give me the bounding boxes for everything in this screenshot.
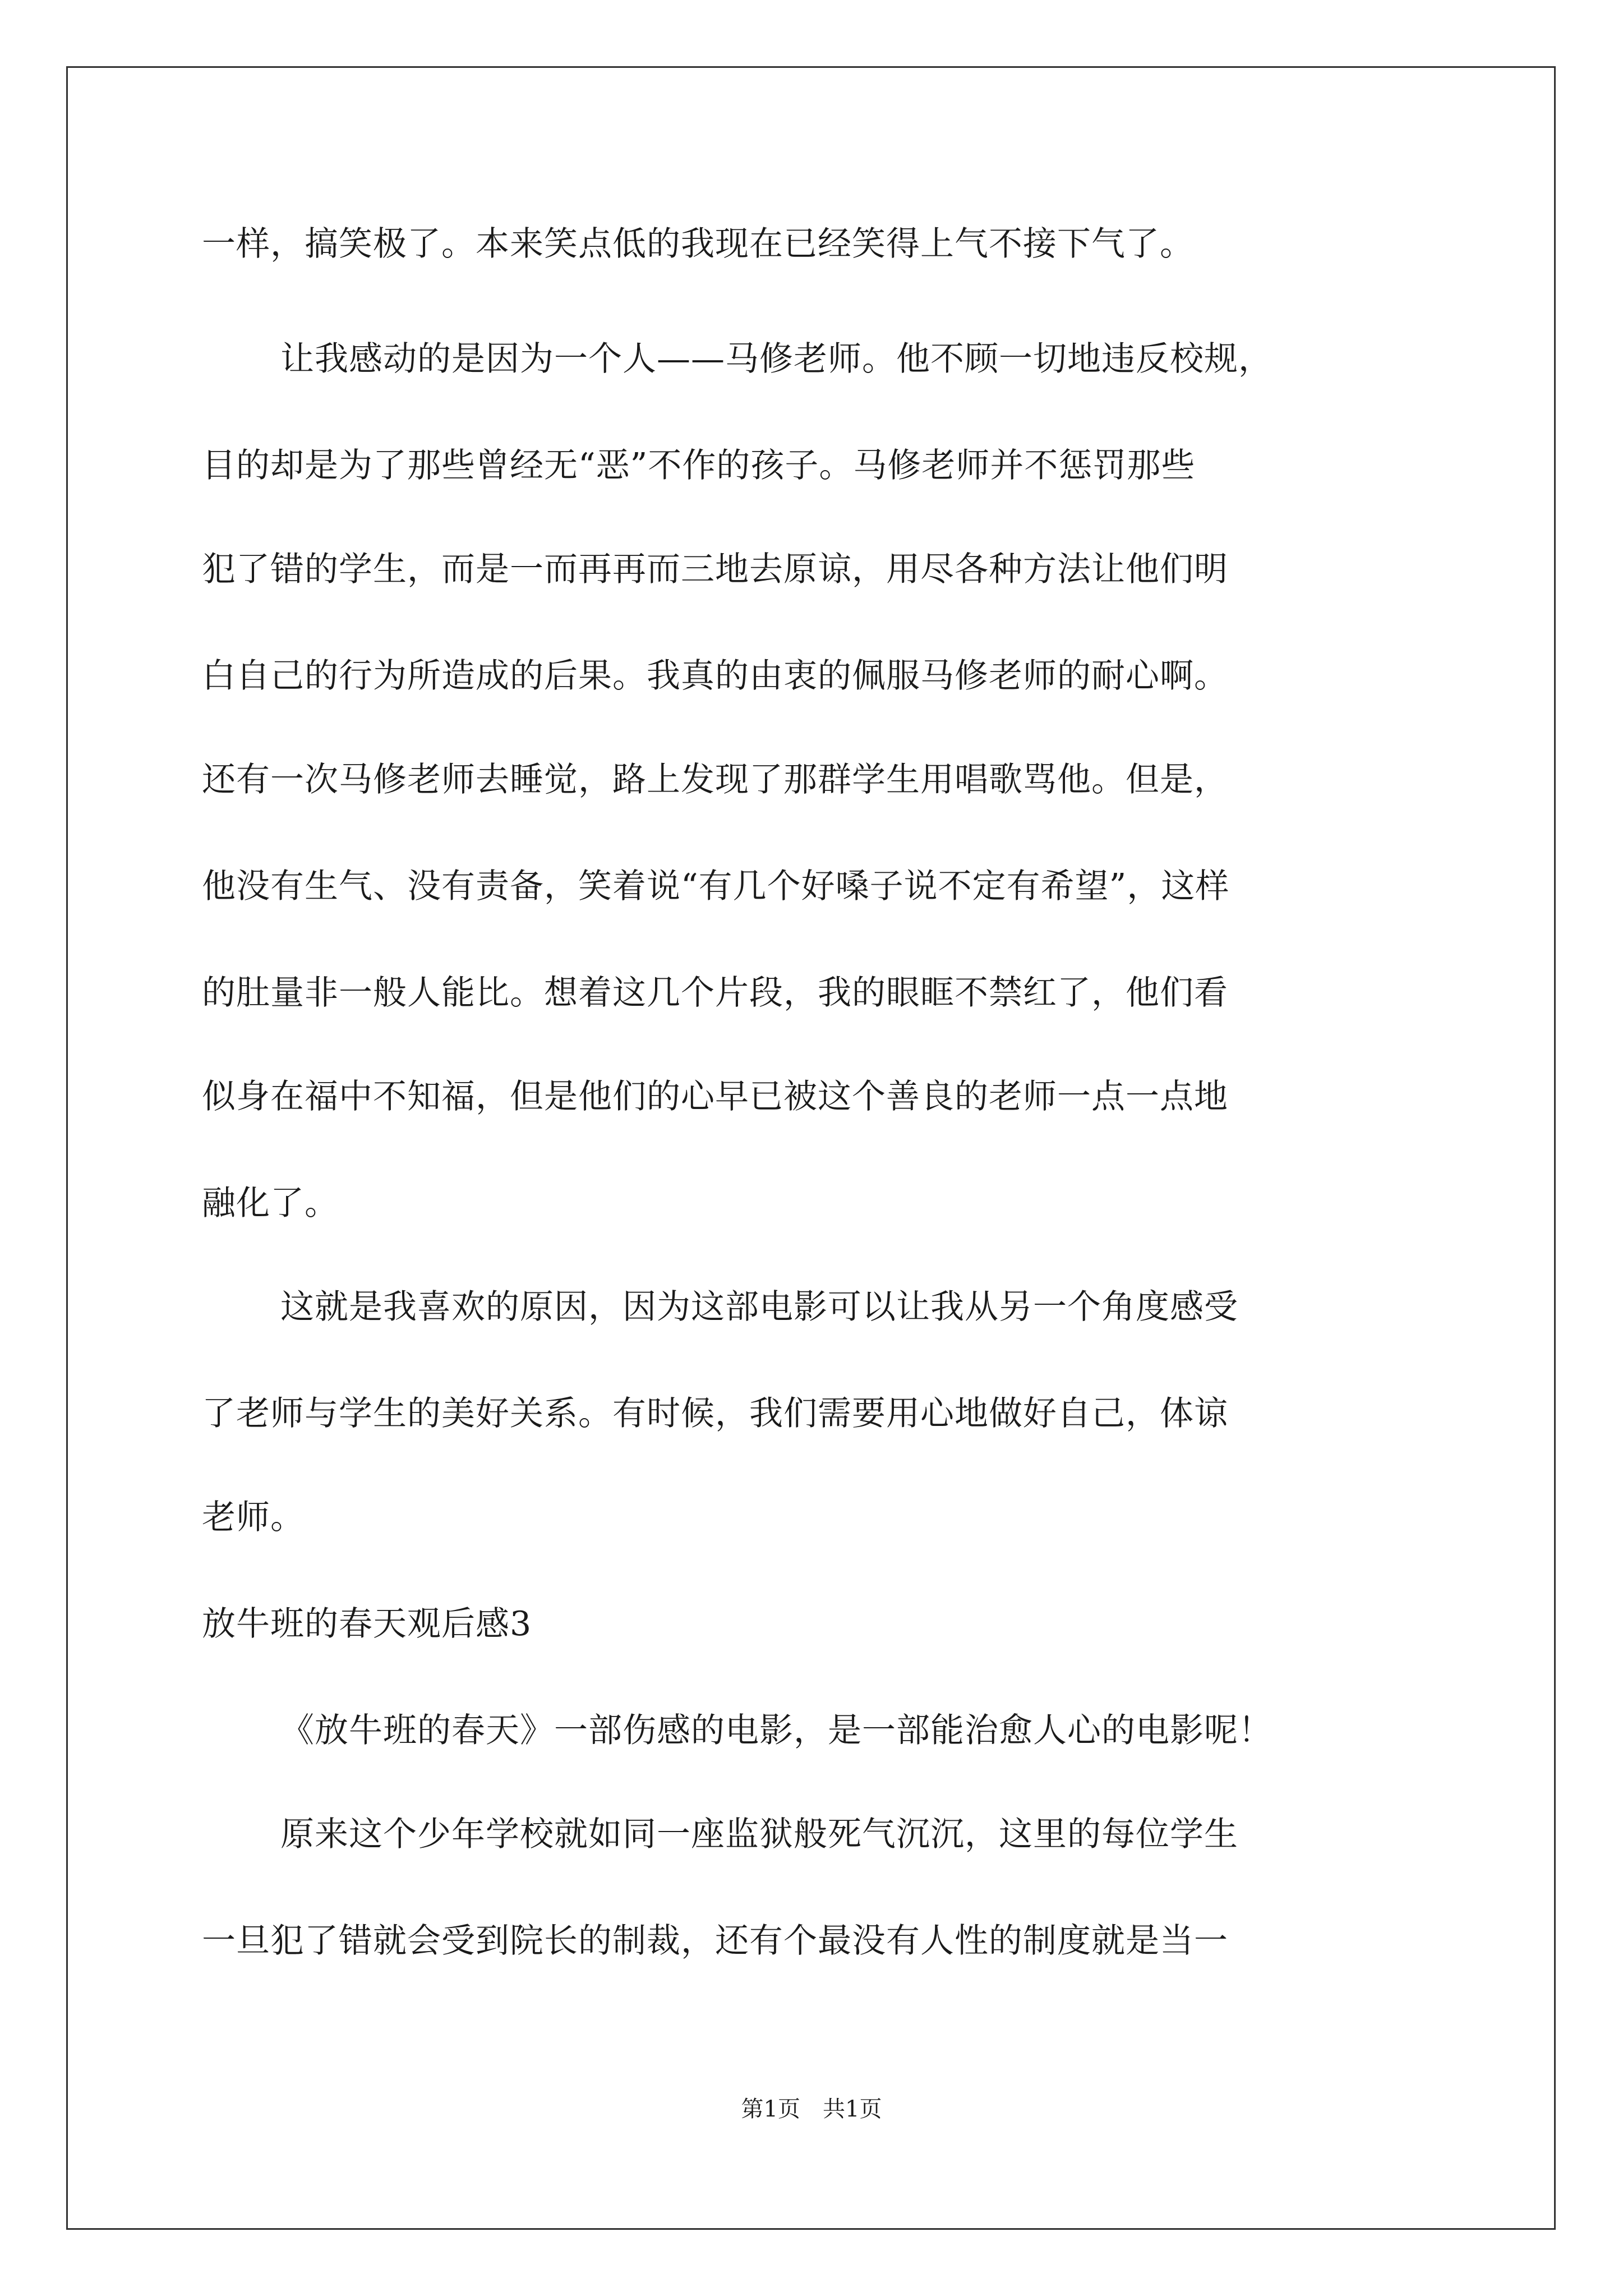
text-line-1: 一样，搞笑极了。本来笑点低的我现在已经笑得上气不接下气了。 [202, 224, 1194, 264]
text-line-10: 融化了。 [202, 1184, 339, 1223]
text-line-4: 犯了错的学生，而是一而再再而三地去原谅，用尽各种方法让他们明 [202, 550, 1228, 589]
page-border [66, 66, 1556, 2230]
text-line-3: 目的却是为了那些曾经无“恶”不作的孩子。马修老师并不惩罚那些 [202, 446, 1196, 485]
text-line-5: 白自己的行为所造成的后果。我真的由衷的佩服马修老师的耐心啊。 [202, 656, 1228, 696]
text-line-2: 让我感动的是因为一个人——马修老师。他不顾一切地违反校规， [280, 339, 1272, 379]
text-line-7: 他没有生气、没有责备，笑着说“有几个好嗓子说不定有希望”，这样 [202, 867, 1230, 906]
text-line-6: 还有一次马修老师去睡觉，路上发现了那群学生用唱歌骂他。但是， [202, 760, 1228, 799]
text-line-11: 这就是我喜欢的原因，因为这部电影可以让我从另一个角度感受 [280, 1287, 1238, 1327]
text-line-15: 《放牛班的春天》一部伤感的电影，是一部能治愈人心的电影呢！ [280, 1711, 1272, 1750]
page-footer: 第1页 共1页 [741, 2096, 882, 2122]
section-heading: 放牛班的春天观后感3 [202, 1604, 532, 1644]
text-line-12: 了老师与学生的美好关系。有时候，我们需要用心地做好自己，体谅 [202, 1394, 1228, 1433]
text-line-16: 原来这个少年学校就如同一座监狱般死气沉沉，这里的每位学生 [280, 1815, 1238, 1854]
text-line-8: 的肚量非一般人能比。想着这几个片段，我的眼眶不禁红了，他们看 [202, 973, 1228, 1013]
text-line-9: 似身在福中不知福，但是他们的心早已被这个善良的老师一点一点地 [202, 1077, 1228, 1116]
text-line-17: 一旦犯了错就会受到院长的制裁，还有个最没有人性的制度就是当一 [202, 1921, 1228, 1961]
text-line-13: 老师。 [202, 1498, 305, 1537]
